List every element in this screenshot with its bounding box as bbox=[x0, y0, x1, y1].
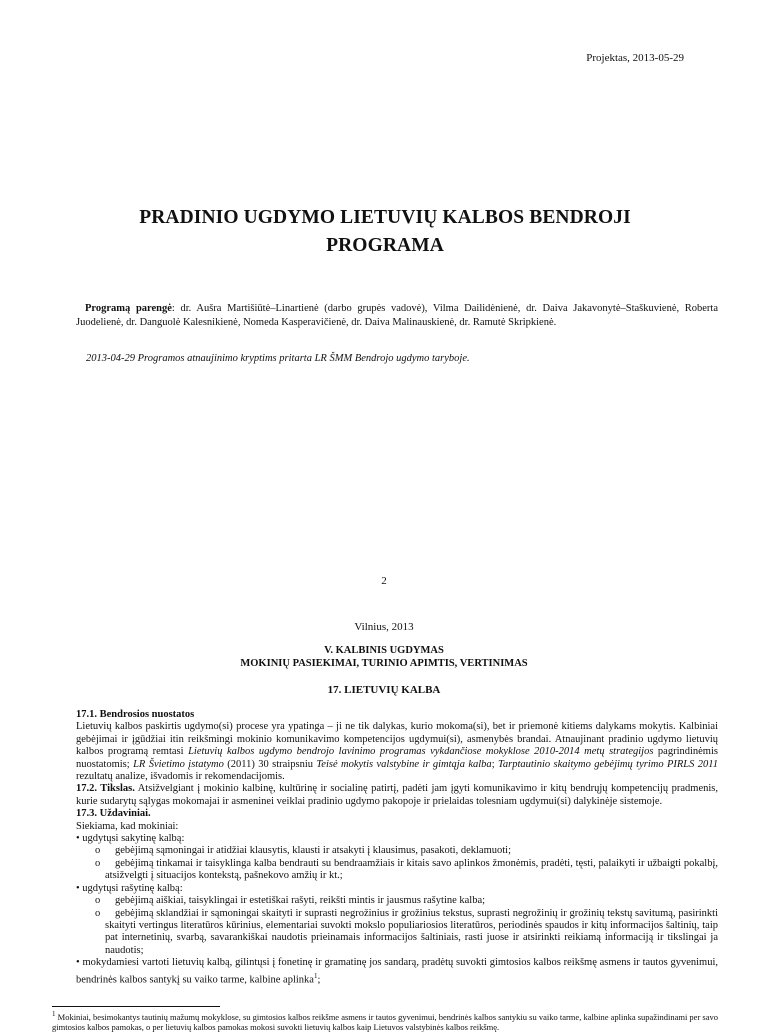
bullet-written-language: • ugdytųsi rašytinę kalbą: bbox=[76, 882, 183, 894]
chapter-title: V. KALBINIS UGDYMAS bbox=[324, 645, 444, 656]
footnote-ref[interactable]: 1 bbox=[313, 971, 318, 980]
section-17-2-heading: 17.2. Tikslas. bbox=[76, 783, 135, 795]
authors-paragraph bbox=[76, 302, 718, 329]
document-title bbox=[40, 204, 730, 260]
text-run: ; bbox=[317, 974, 321, 986]
list-item bbox=[76, 908, 718, 958]
approval-note: 2013-04-29 Programos atnaujinimo kryptims pritarta LR ŠMM Bendrojo ugdymo taryboje. bbox=[86, 353, 470, 364]
section-body bbox=[76, 709, 718, 986]
bullet-spoken-language: • ugdytųsi sakytinę kalbą: bbox=[76, 833, 185, 845]
reference-education-law: LR Švietimo įstatymo bbox=[133, 758, 224, 770]
prepared-by-label: Programą parengė bbox=[85, 303, 172, 314]
footnote-number: 1 bbox=[52, 1010, 56, 1018]
objectives-intro: Siekiama, kad mokiniai: bbox=[76, 820, 179, 832]
list-item-text: gebėjimą sklandžiai ir sąmoningai skaityti ir suprasti negrožinius ir grožinius tekstus, suprasti negrožinių ir grožinių tekstų savitumą, pasirinkti skaityti vertingus literatūros kūrinius, elementariai suvokti mokslo populiariosios literatūros, periodinės spaudos ir kitų informacijos šaltinių, taip pat internetinių, svarbą, savarankiškai naudotis prieinamais informacijos šaltiniais, rasti juose ir atsirinkti reikiamą informaciją ir tikslingai ja naudotis; bbox=[105, 907, 718, 956]
reference-article: Teisė mokytis valstybine ir gimtąja kalba bbox=[316, 758, 492, 770]
list-item bbox=[76, 895, 718, 907]
chapter-subtitle: MOKINIŲ PASIEKIMAI, TURINIO APIMTIS, VERTINIMAS bbox=[240, 658, 528, 669]
section-17-2-text: Atsižvelgiant į mokinio kalbinę, kultūrinę ir socialinę patirtį, padėti jam įgyti komunikavimo ir kitų bendrųjų kompetencijų pradmenis, kurie sudarytų sąlygas mokomajai ir asmeninei veiklai pradinio ugdymo pakopoje ir prielaidas tolesniam ugdymui(si) dalykinėje sistemoje. bbox=[76, 783, 718, 807]
text-run: pagrindinėmis nuostatomis; bbox=[76, 746, 718, 770]
title-line-2: PROGRAMA bbox=[326, 235, 444, 256]
footnote bbox=[52, 1009, 718, 1032]
section-17-1-paragraph bbox=[76, 721, 718, 783]
list-item-text: gebėjimą aiškiai, taisyklingai ir estetiškai rašyti, reikšti mintis ir jausmus rašytine kalba; bbox=[115, 895, 486, 907]
place-year: Vilnius, 2013 bbox=[354, 621, 414, 633]
reference-pirls: Tarptautinio skaitymo gebėjimų tyrimo PIRLS 2011 bbox=[498, 758, 719, 770]
circle-bullet-icon: o bbox=[95, 857, 101, 869]
section-17-1-heading: 17.1. Bendrosios nuostatos bbox=[76, 709, 195, 720]
footnote-divider bbox=[52, 1006, 220, 1007]
section-17-2-paragraph bbox=[76, 783, 718, 808]
draft-date-label: Projektas, 2013-05-29 bbox=[586, 52, 684, 64]
circle-bullet-icon: o bbox=[95, 845, 101, 857]
circle-bullet-icon: o bbox=[95, 907, 101, 919]
text-run: ; bbox=[491, 758, 499, 770]
page-number: 2 bbox=[381, 575, 387, 587]
section-17-3-heading: 17.3. Uždaviniai. bbox=[76, 808, 151, 820]
list-item-text: • mokydamiesi vartoti lietuvių kalbą, gilintųsi į fonetinę ir gramatinę jos sandarą, pradėtų suvokti gimtosios kalbos reikšmę asmens ir tautos gyvenimui, bendrinės kalbos santykį su vaiko tarme, kalbine aplinka bbox=[76, 957, 718, 986]
footnote-text: Mokiniai, besimokantys tautinių mažumų mokyklose, su gimtosios kalbos reikšme asmens ir tautos gyvenimui, bendrinės kalbos santykiu su vaiko tarme, kalbine aplinka supažindinami per savo gimtosios kalbos pamokas, o per lietuvių kalbos pamokas mokosi suvokti lietuvių kalbos kaip Lietuvos valstybinės kalbos reikšmę. bbox=[52, 1011, 718, 1032]
circle-bullet-icon: o bbox=[95, 895, 101, 907]
chapter-heading bbox=[0, 644, 768, 670]
list-item-text: gebėjimą tinkamai ir taisyklinga kalba bendrauti su bendraamžiais ir kitais savo aplinkos žmonėmis, pradėti, tęsti, palaikyti ir užbaigti pokalbį, atsižvelgti į situacijos kontekstą, pašnekovo amžių ir kt.; bbox=[105, 857, 718, 882]
list-item bbox=[76, 845, 718, 857]
title-line-1: PRADINIO UGDYMO LIETUVIŲ KALBOS BENDROJI bbox=[139, 207, 631, 228]
bullet-language-structure bbox=[76, 957, 718, 986]
authors-list: : dr. Aušra Martišiūtė–Linartienė (darbo grupės vadovė), Vilma Dailidėnienė, dr. Daiva Jakavonytė–Staškuvienė, Roberta Juodelienė, dr. Danguolė Kalesnikienė, Nomeda Kasperavičienė, dr. Daiva Malinauskienė, dr. Ramutė Skripkienė. bbox=[76, 303, 718, 328]
list-item-text: gebėjimą sąmoningai ir atidžiai klausytis, klausti ir atsakyti į klausimus, pasakoti, deklamuoti; bbox=[115, 845, 512, 857]
text-run: rezultatų analize, išvadomis ir rekomendacijomis. bbox=[76, 771, 285, 783]
text-run: Lietuvių kalbos paskirtis ugdymo(si) procese yra ypatinga – ji ne tik dalykas, kurio mokoma(si), bet ir priemonė kitiems dalykams mokytis. Kalbiniai gebėjimai ir įgūdžiai itin reikšmingi mokinio komunikavimo kompetencijos ugdymui(si), asmenybės brandai. Atnaujinant pradinio ugdymo lietuvių kalbos programą remtasi bbox=[76, 721, 718, 758]
text-run: (2011) 30 straipsniu bbox=[223, 758, 317, 770]
list-item bbox=[76, 858, 718, 883]
subject-heading: 17. LIETUVIŲ KALBA bbox=[327, 684, 441, 696]
reference-strategy: Lietuvių kalbos ugdymo bendrojo lavinimo programas vykdančiose mokyklose 2010-2014 metų strategijos bbox=[188, 746, 654, 758]
